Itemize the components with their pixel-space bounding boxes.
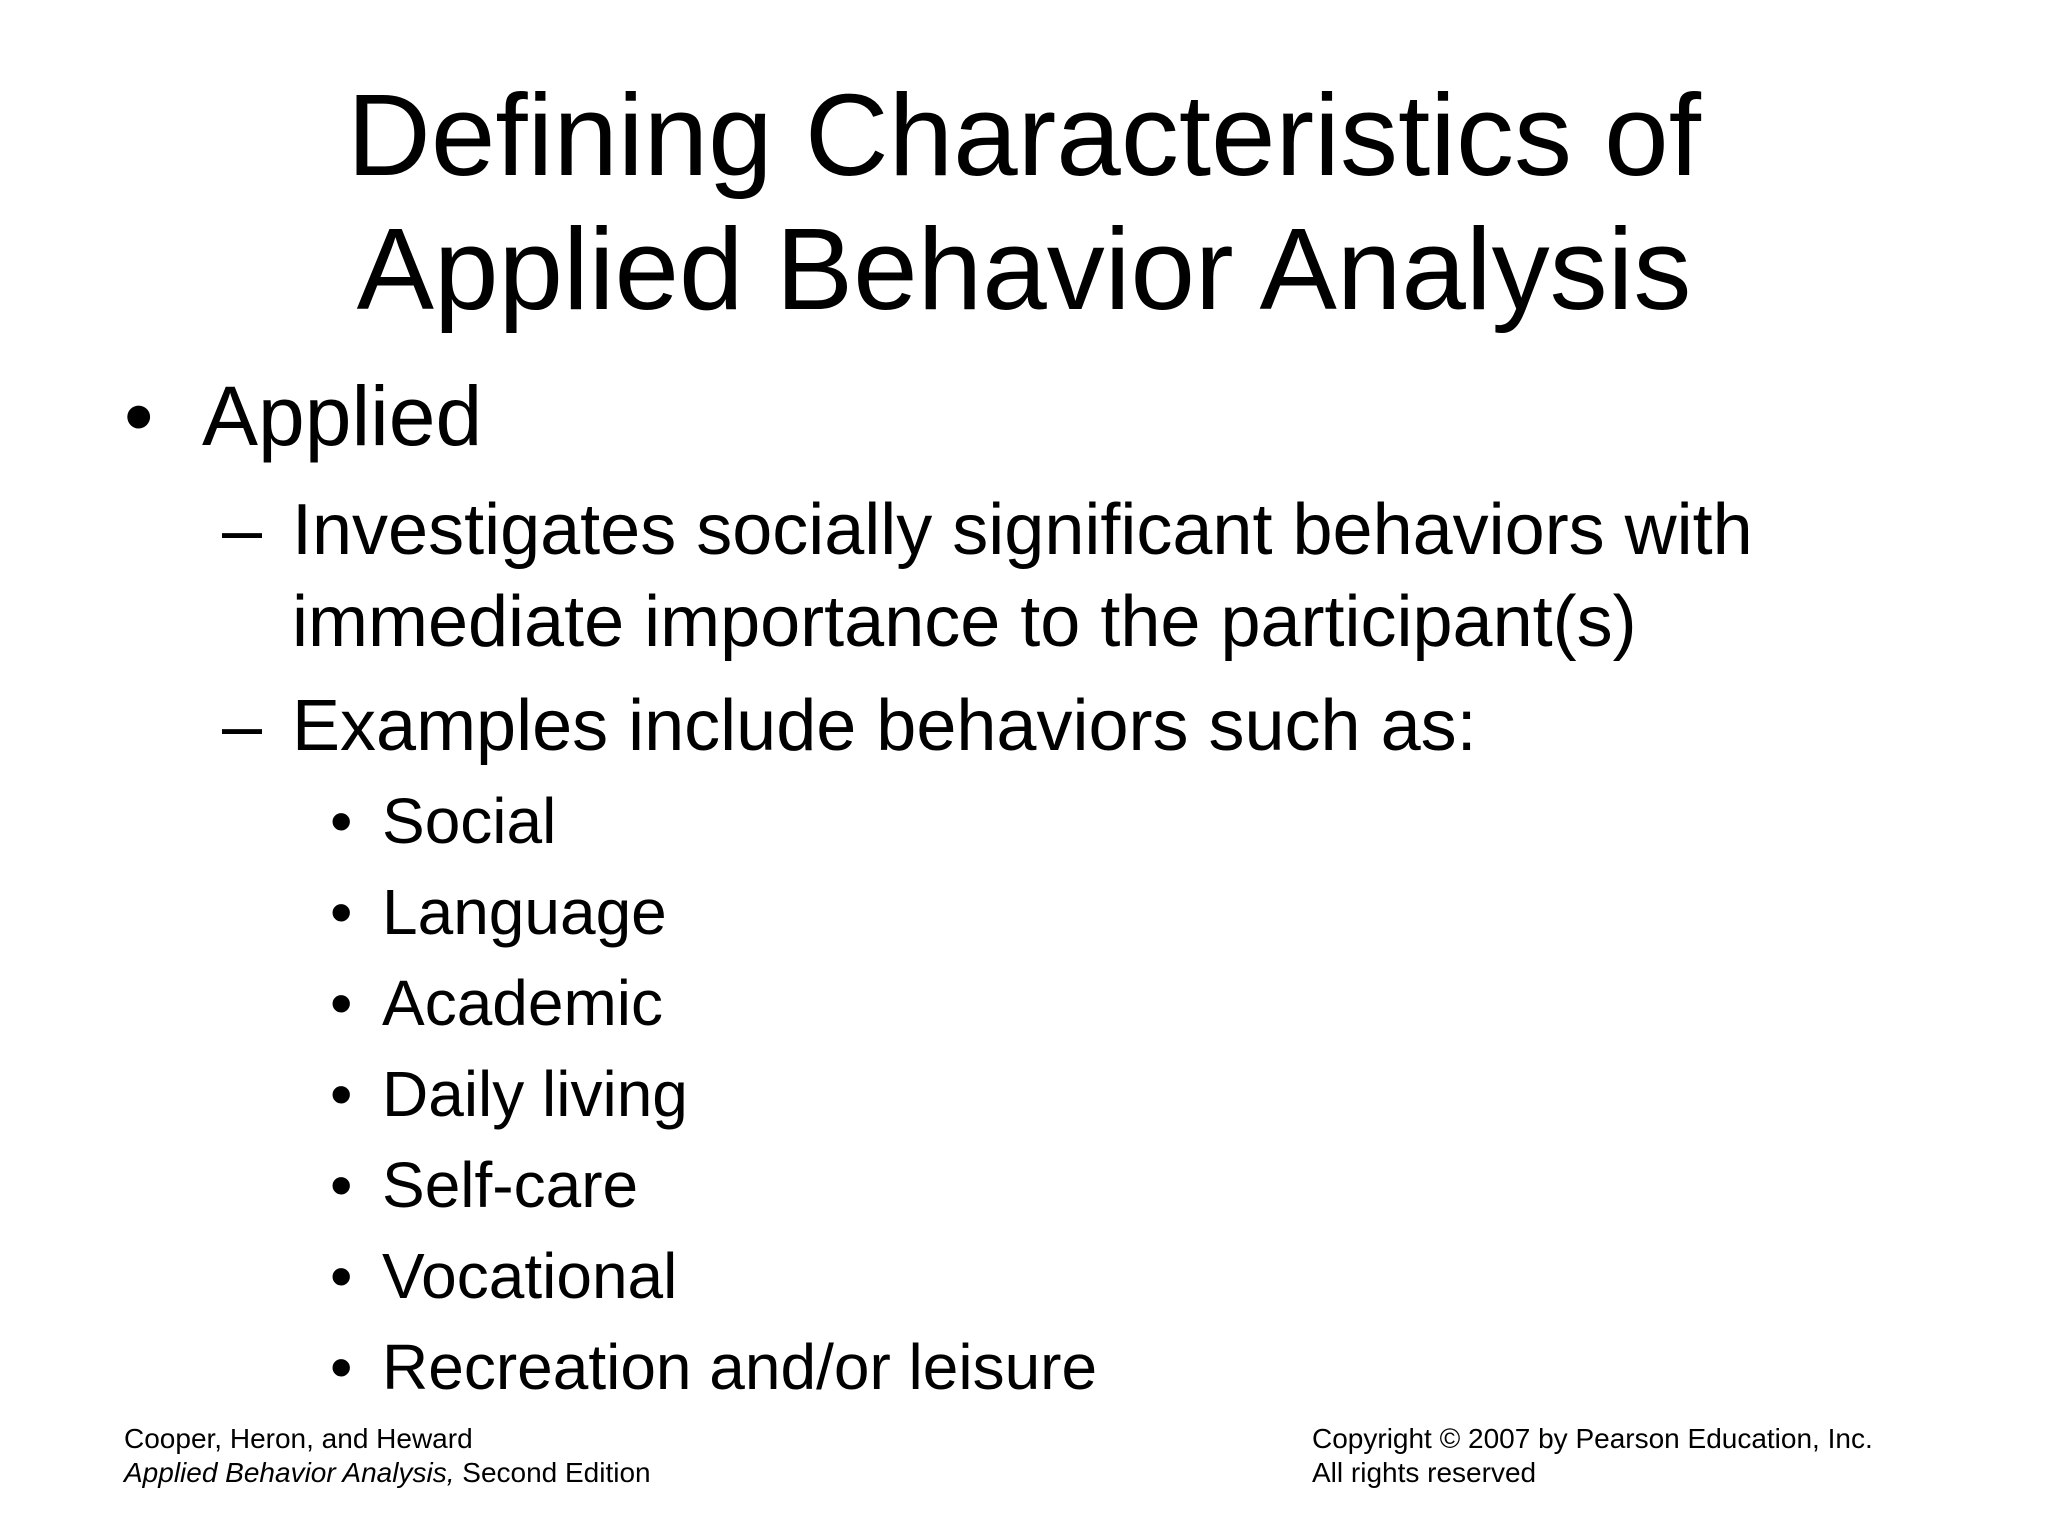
list-item-text: Vocational <box>382 1240 678 1312</box>
footer-book <box>124 1456 651 1490</box>
footer-book-title: Applied Behavior Analysis, <box>124 1457 455 1488</box>
copyright-text: Copyright © 2007 by Pearson Education, Inc. <box>1312 1423 1873 1454</box>
bullet-text: Applied <box>202 369 483 463</box>
sub-bullet-text <box>292 484 1753 668</box>
bullet-icon: • <box>330 1058 353 1130</box>
sub-bullet-line-2: immediate importance to the participant(s) <box>292 582 1637 662</box>
bullet-icon: • <box>124 369 154 463</box>
list-item-text: Self-care <box>382 1149 639 1221</box>
list-item-text: Social <box>382 785 557 857</box>
footer-edition: Second Edition <box>454 1457 651 1488</box>
title-line-1: Defining Characteristics of <box>347 70 1701 200</box>
footer-citation <box>124 1422 651 1490</box>
bullet-icon: • <box>330 876 353 948</box>
slide-title <box>0 68 2048 336</box>
list-item-text: Academic <box>382 967 663 1039</box>
bullet-icon: • <box>330 1149 353 1221</box>
list-item-text: Daily living <box>382 1058 688 1130</box>
sub-bullet-line-1: Investigates socially significant behaviors with <box>292 490 1753 570</box>
rights-text: All rights reserved <box>1312 1457 1537 1488</box>
bullet-icon: • <box>330 785 353 857</box>
dash-icon: – <box>222 490 263 570</box>
footer-authors: Cooper, Heron, and Heward <box>124 1423 473 1454</box>
sub-bullet-text: Examples include behaviors such as: <box>292 686 1477 766</box>
bullet-icon: • <box>330 1240 353 1312</box>
bullet-icon: • <box>330 967 353 1039</box>
title-line-2: Applied Behavior Analysis <box>356 204 1692 334</box>
list-item-text: Recreation and/or leisure <box>382 1331 1098 1403</box>
bullet-icon: • <box>330 1331 353 1403</box>
list-item-text: Language <box>382 876 667 948</box>
dash-icon: – <box>222 686 263 766</box>
footer-copyright <box>1312 1422 1873 1490</box>
